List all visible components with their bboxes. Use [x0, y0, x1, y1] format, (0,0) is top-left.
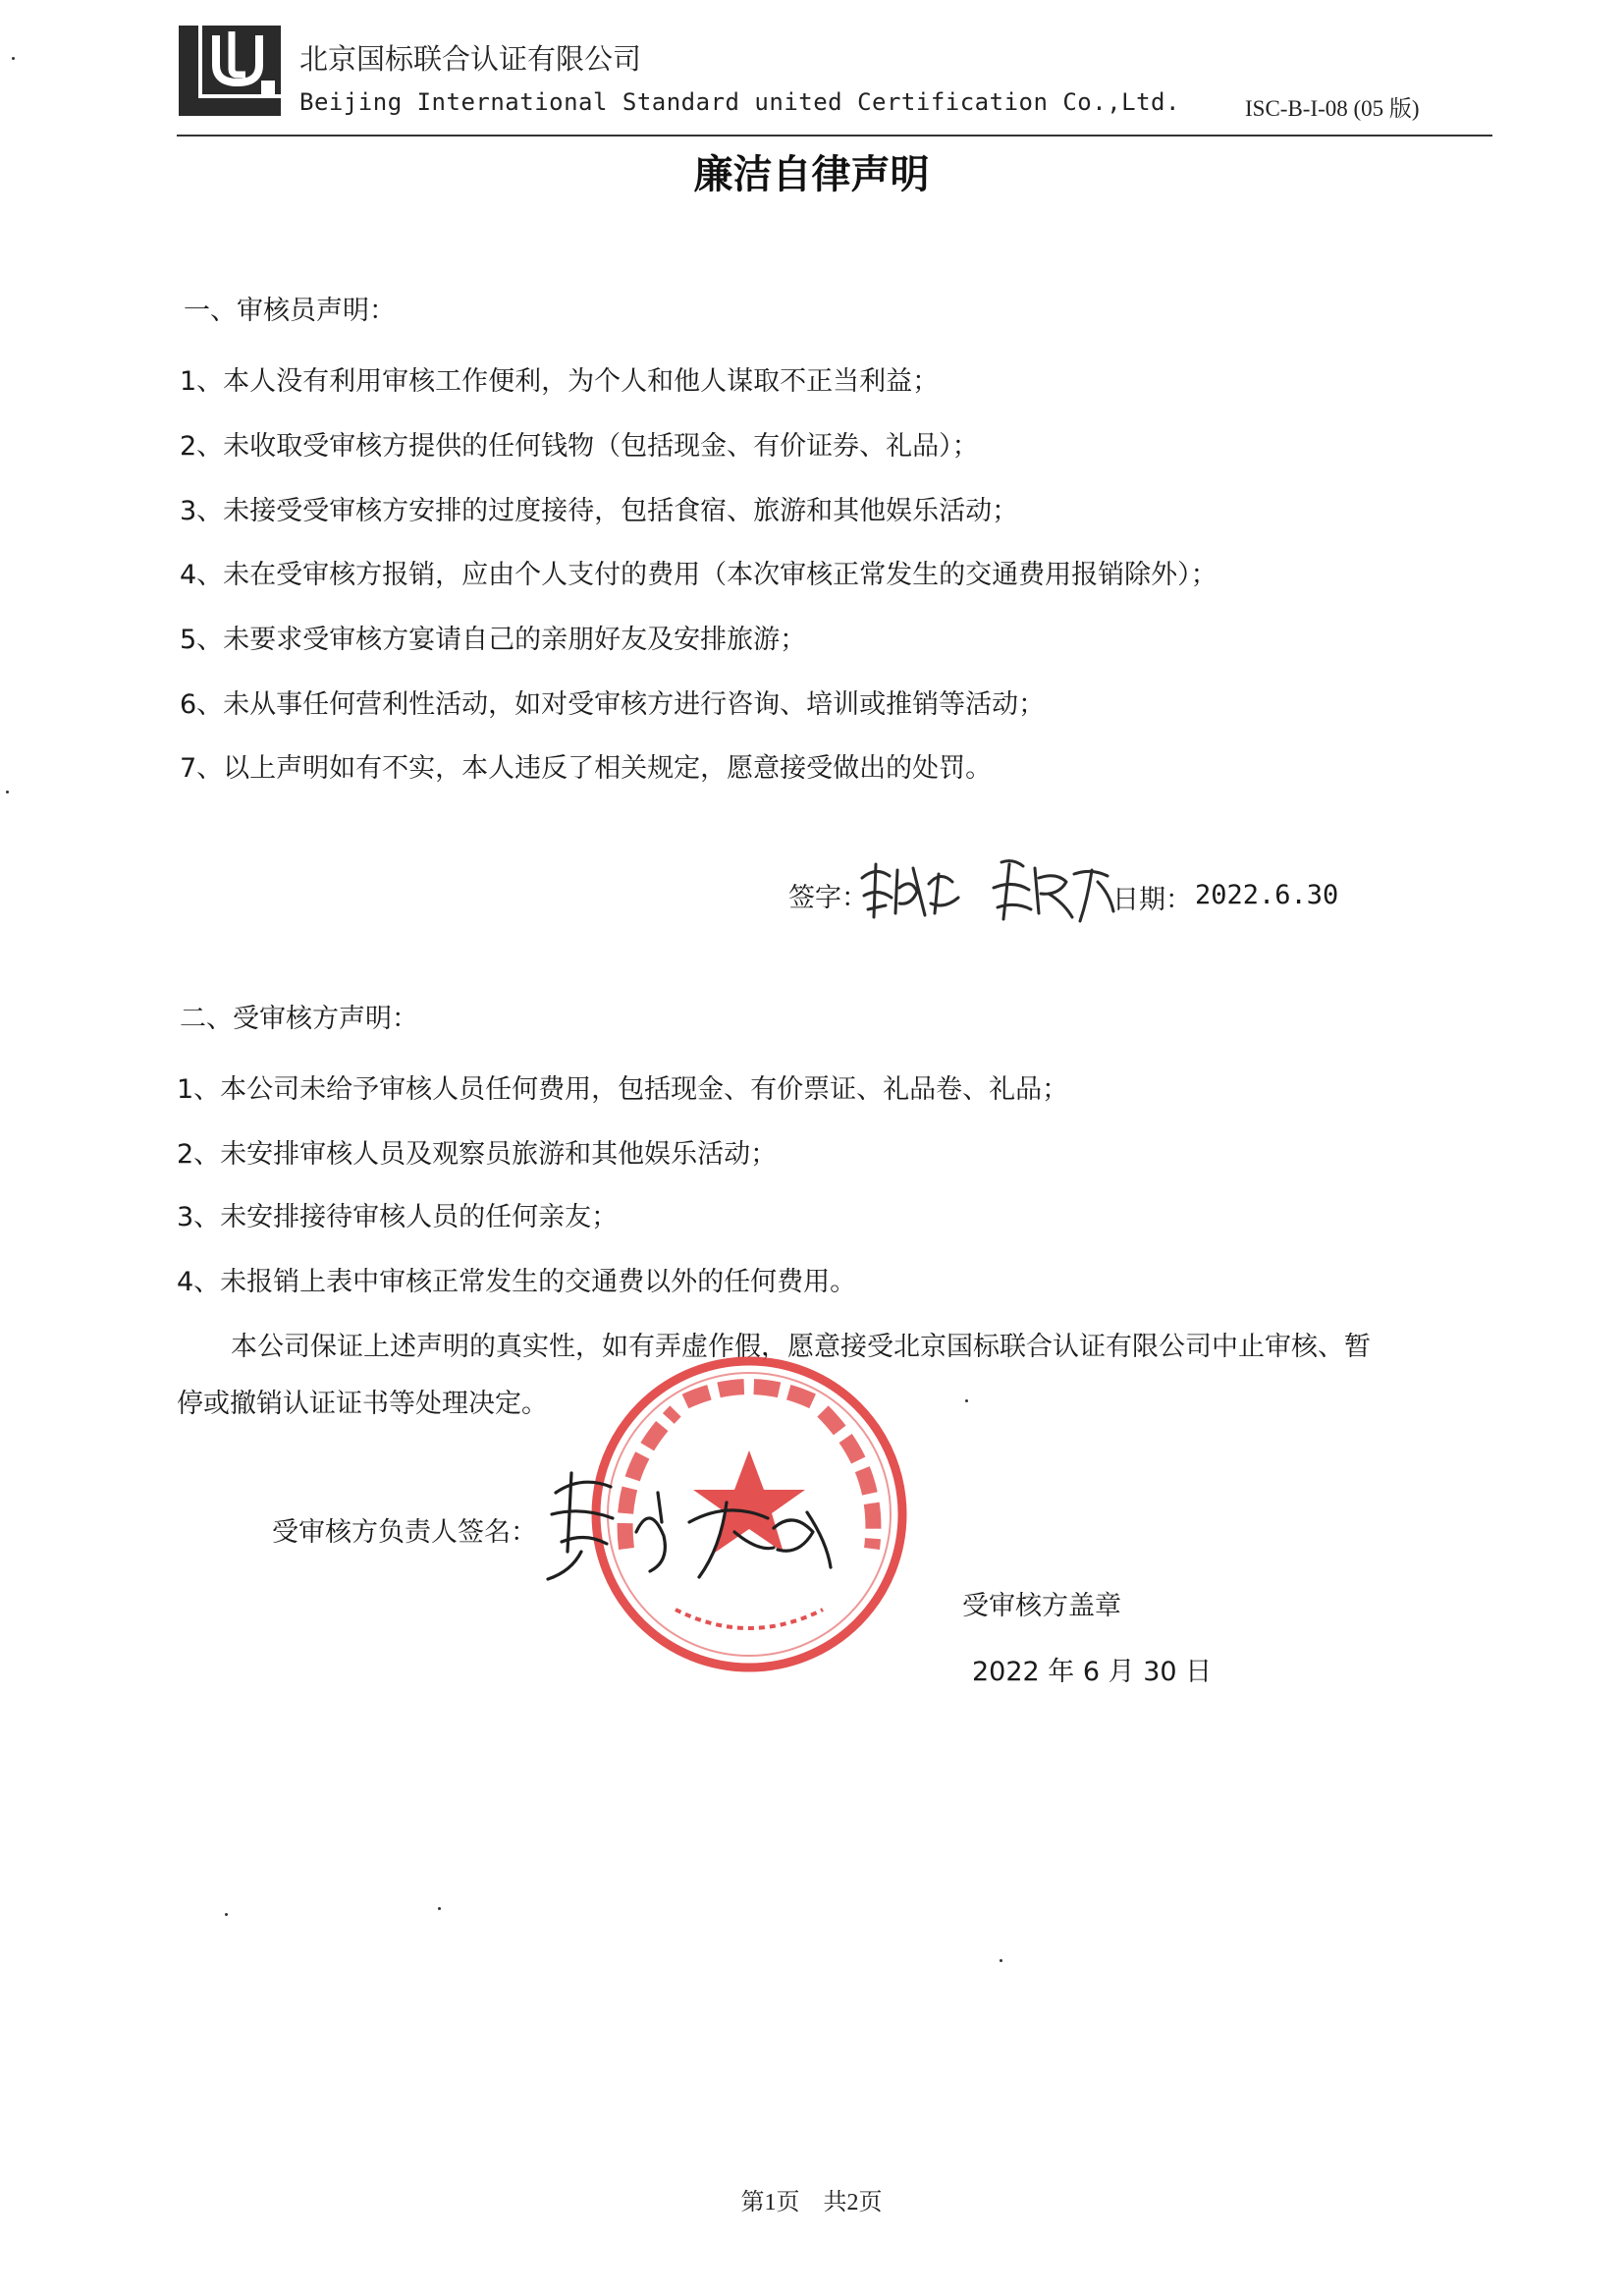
scan-speck [225, 1913, 228, 1916]
scan-speck [438, 1907, 441, 1910]
document-title: 廉洁自律声明 [693, 152, 930, 197]
auditor-item: 4、未在受审核方报销，应由个人支付的费用（本次审核正常发生的交通费用报销除外）； [180, 560, 1217, 590]
form-code: ISC-B-I-08 (05 版) [1245, 96, 1420, 121]
auditor-signature-icon [856, 848, 1117, 927]
company-name-en: Beijing International Standard united Certification Co.,Ltd. [299, 88, 1180, 116]
auditor-item: 5、未要求受审核方宴请自己的亲朋好友及安排旅游； [180, 625, 807, 655]
auditor-item: 7、以上声明如有不实，本人违反了相关规定，愿意接受做出的处罚。 [180, 753, 993, 784]
auditee-stamp-date: 2022 年 6 月 30 日 [972, 1657, 1213, 1687]
auditor-item: 1、本人没有利用审核工作便利，为个人和他人谋取不正当利益； [180, 366, 940, 397]
auditee-item: 1、本公司未给予审核人员任何费用，包括现金、有价票证、礼品卷、礼品； [177, 1074, 1069, 1105]
auditee-stamp-label: 受审核方盖章 [962, 1591, 1121, 1621]
auditee-head-signature-icon [542, 1453, 837, 1591]
auditee-head-sign-label: 受审核方负责人签名： [272, 1517, 537, 1548]
guarantee-text-line-2: 停或撤销认证证书等处理决定。 [177, 1389, 548, 1419]
auditor-item: 3、未接受受审核方安排的过度接待，包括食宿、旅游和其他娱乐活动； [180, 496, 1019, 526]
scan-speck [12, 57, 15, 60]
auditor-date-value: 2022.6.30 [1195, 880, 1339, 910]
scan-speck [965, 1399, 968, 1402]
page-number: 第1页 共2页 [740, 2190, 883, 2215]
auditee-item: 2、未安排审核人员及观察员旅游和其他娱乐活动； [177, 1139, 778, 1170]
auditor-sign-label: 签字： [788, 883, 868, 913]
auditor-item: 6、未从事任何营利性活动，如对受审核方进行咨询、培训或推销等活动； [180, 689, 1046, 720]
company-name-cn: 北京国标联合认证有限公司 [299, 42, 642, 76]
header-divider [177, 135, 1492, 137]
auditee-item: 3、未安排接待审核人员的任何亲友； [177, 1202, 619, 1232]
auditor-date-label: 日期： [1112, 885, 1192, 915]
scan-speck [6, 791, 9, 793]
company-logo-icon [177, 22, 283, 120]
auditor-item: 2、未收取受审核方提供的任何钱物（包括现金、有价证券、礼品）； [180, 431, 979, 462]
auditor-section-heading: 一、审核员声明： [184, 296, 396, 326]
auditee-section-heading: 二、受审核方声明： [180, 1004, 418, 1034]
scan-speck [1000, 1959, 1002, 1962]
auditee-item: 4、未报销上表中审核正常发生的交通费以外的任何费用。 [177, 1267, 857, 1297]
guarantee-text-line-1: 本公司保证上述声明的真实性，如有弄虚作假，愿意接受北京国标联合认证有限公司中止审核、暂 [231, 1332, 1371, 1362]
